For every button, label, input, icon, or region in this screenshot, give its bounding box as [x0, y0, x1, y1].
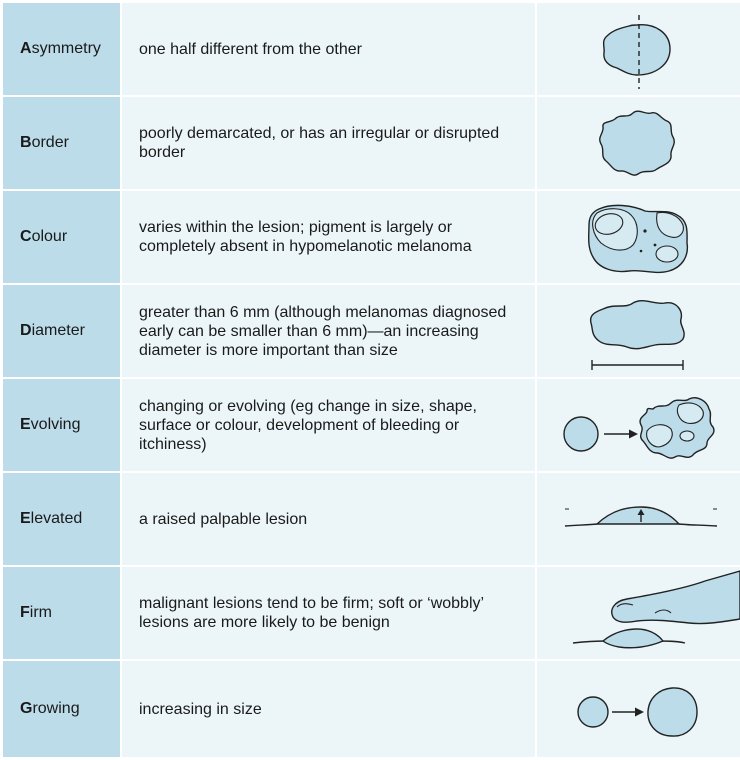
term-evolving: [3, 379, 120, 471]
term-rest: irm: [29, 604, 52, 621]
lesion-diameter-icon: [537, 285, 740, 377]
term-rest: rowing: [32, 700, 80, 717]
description-evolving: changing or evolving (eg change in size, shape, surface or colour, development of bleeding or itchiness): [122, 379, 535, 471]
term-initial: A: [20, 40, 32, 57]
term-initial: C: [20, 228, 32, 245]
table-row-border: [0, 97, 740, 189]
table-row-growing: [0, 661, 740, 757]
illustration-border: [537, 97, 740, 189]
illustration-diameter: [537, 285, 740, 377]
term-initial: G: [20, 700, 33, 717]
table-row-colour: [0, 191, 740, 283]
irregular-border-lesion-icon: [537, 97, 740, 189]
illustration-elevated: [537, 473, 740, 565]
term-colour: [3, 191, 120, 283]
term-rest: order: [31, 134, 69, 151]
illustration-firm: [537, 567, 740, 659]
term-initial: D: [20, 322, 32, 339]
finger-pressing-lesion-icon: [537, 567, 740, 659]
table-row-evolving: [0, 379, 740, 471]
description-asymmetry: one half different from the other: [122, 3, 535, 95]
term-rest: iameter: [31, 322, 85, 339]
illustration-growing: [537, 661, 740, 757]
term-rest: olour: [31, 228, 68, 245]
term-initial: E: [20, 510, 31, 527]
illustration-evolving: [537, 379, 740, 471]
table-row-diameter: [0, 285, 740, 377]
term-initial: B: [20, 134, 32, 151]
term-rest: levated: [30, 510, 83, 527]
description-firm: malignant lesions tend to be firm; soft or ‘wobbly’ lesions are more likely to be benign: [122, 567, 535, 659]
evolving-lesion-icon: [537, 379, 740, 471]
term-initial: E: [20, 416, 31, 433]
illustration-asymmetry: [537, 3, 740, 95]
term-border: [3, 97, 120, 189]
term-firm: [3, 567, 120, 659]
table-row-asymmetry: [0, 3, 740, 95]
table-row-firm: [0, 567, 740, 659]
description-diameter: greater than 6 mm (although melanomas diagnosed early can be smaller than 6 mm)—an increasing diameter is more important than size: [122, 285, 535, 377]
term-asymmetry: [3, 3, 120, 95]
growing-lesion-icon: [537, 661, 740, 757]
description-elevated: a raised palpable lesion: [122, 473, 535, 565]
description-growing: increasing in size: [122, 661, 535, 757]
varied-colour-lesion-icon: [537, 191, 740, 283]
description-colour: varies within the lesion; pigment is largely or completely absent in hypomelanotic melanoma: [122, 191, 535, 283]
term-elevated: [3, 473, 120, 565]
table-row-elevated: [0, 473, 740, 565]
asymmetric-lesion-icon: [537, 3, 740, 95]
elevated-lesion-icon: [537, 473, 740, 565]
description-border: poorly demarcated, or has an irregular or disrupted border: [122, 97, 535, 189]
term-diameter: [3, 285, 120, 377]
term-rest: symmetry: [31, 40, 101, 57]
term-growing: [3, 661, 120, 757]
illustration-colour: [537, 191, 740, 283]
term-rest: volving: [30, 416, 81, 433]
term-initial: F: [20, 604, 30, 621]
